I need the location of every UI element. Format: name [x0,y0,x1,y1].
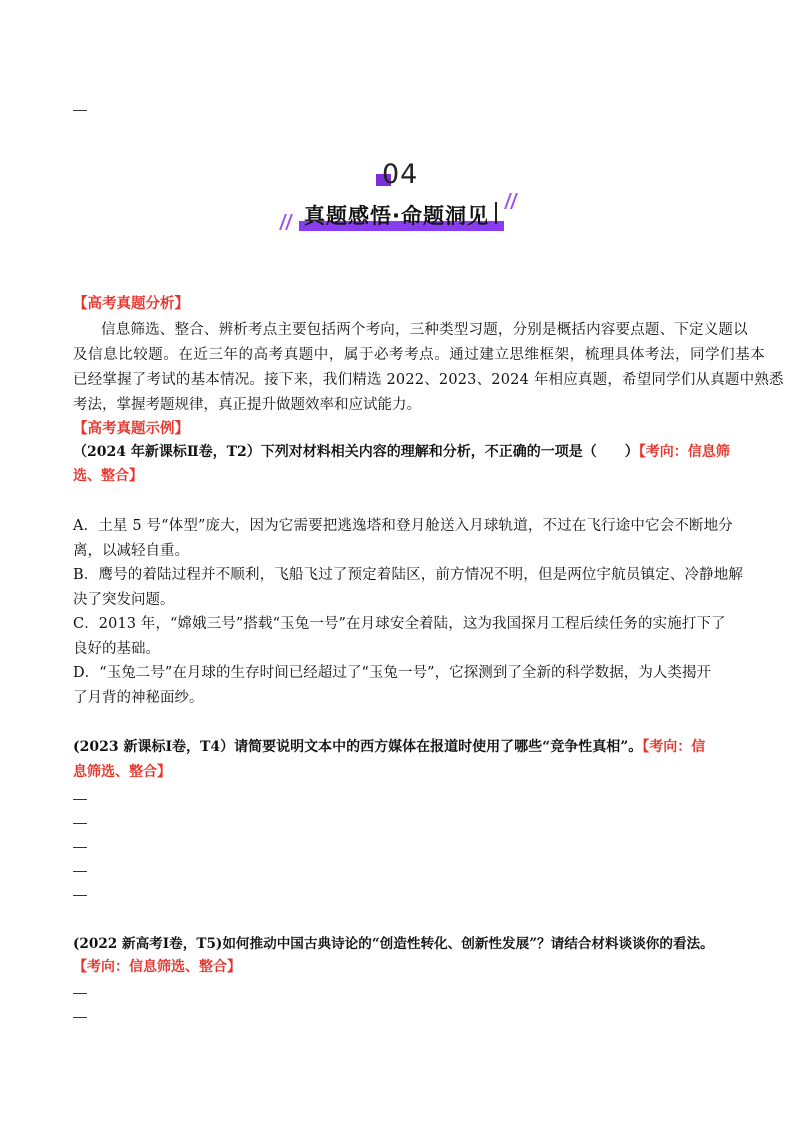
blank-line [73,110,87,111]
question-1-tag: 【考向：信息筛 [638,444,730,460]
option-c-line1: C．2013 年，“嫦娥三号”搭载“玉兔一号”在月球安全着陆，这为我国探月工程后续任务的实施打下了 [73,616,726,632]
question-3-tag: 【考向：信息筛选、整合】 [73,959,241,975]
analysis-line: 及信息比较题。在近三年的高考真题中，属于必考考点。通过建立思维框架，梳理具体考法，同学们基本 [73,347,766,363]
question-1-tag-cont: 选、整合】 [73,468,143,484]
question-1-stem: （2024 年新课标Ⅱ卷，T2）下列对材料相关内容的理解和分析，不正确的一项是（ ） [73,444,639,460]
answer-blank-line [73,847,87,848]
option-d-line2: 了月背的神秘面纱。 [73,690,204,706]
answer-blank-line [73,993,87,994]
option-b-line2: 决了突发问题。 [73,592,175,608]
option-a-line1: A．土星 5 号“体型”庞大，因为它需要把逃逸塔和登月舱送入月球轨道，不过在飞行途中它会不断地分 [73,518,733,534]
decor-slash [510,193,518,209]
analysis-line: 已经掌握了考试的基本情况。接下来，我们精选 2022、2023、2024 年相应真题，希望同学们从真题中熟悉 [73,372,784,388]
option-a-line2: 离，以减轻自重。 [73,543,189,559]
question-2-tag: 【考向：信 [642,739,706,755]
answer-blank-line [73,895,87,896]
text-cursor [495,202,497,224]
question-2-tag-cont: 息筛选、整合】 [73,764,171,780]
analysis-heading: 【高考真题分析】 [73,295,189,312]
examples-heading: 【高考真题示例】 [73,420,189,437]
answer-blank-line [73,1017,87,1018]
question-stem [73,736,705,756]
question-3-stem: (2022 新高考Ⅰ卷，T5)如何推动中国古典诗论的“创造性转化、创新性发展”？请结合材料谈谈你的看法。 [73,936,714,952]
analysis-line: 考法，掌握考题规律，真正提升做题效率和应试能力。 [73,397,421,413]
decor-slash [285,214,293,230]
analysis-line: 信息筛选、整合、辨析考点主要包括两个考向，三种类型习题，分别是概括内容要点题、下定义题以 [101,322,748,338]
question-2-stem: (2023 新课标Ⅰ卷，T4）请简要说明文本中的西方媒体在报道时使用了哪些“竞争性真相”。 [73,739,643,755]
answer-blank-line [73,871,87,872]
answer-blank-line [73,823,87,824]
answer-blank-line [73,799,87,800]
option-b-line1: B．鹰号的着陆过程并不顺利，飞船飞过了预定着陆区，前方情况不明，但是两位宇航员镇定、冷静地解 [73,567,744,583]
section-title: 真题感悟·命题洞见 [304,204,489,228]
section-number: 04 [382,159,419,190]
option-d-line1: D．“玉兔二号”在月球的生存时间已经超过了“玉兔一号”，它探测到了全新的科学数据，为人类揭开 [73,665,712,681]
question-stem [73,441,730,461]
option-c-line2: 良好的基础。 [73,641,160,657]
